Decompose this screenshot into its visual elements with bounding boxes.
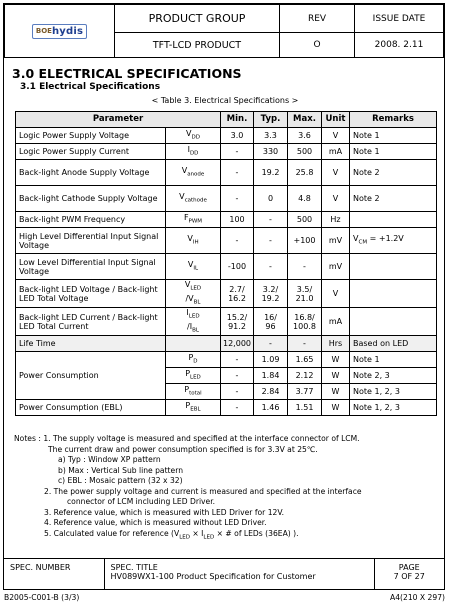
table-caption: < Table 3. Electrical Specifications > xyxy=(151,96,299,105)
remark-cell: Based on LED xyxy=(350,336,437,352)
remark-cell: $V_{CM} = +1.2V$ xyxy=(350,228,437,254)
typ-cell: 1.84 xyxy=(254,368,288,384)
note-2-detail: connector of LCM including LED Driver. xyxy=(67,497,216,506)
spec-title: HV089WX1-100 Product Specification for Customer xyxy=(110,572,316,581)
typ-cell: 2.84 xyxy=(254,384,288,400)
table-row xyxy=(16,254,437,280)
issue-date-value: 2008. 2.11 xyxy=(355,33,444,58)
symbol-cell: $V_{anode}$ xyxy=(166,160,221,186)
table-row xyxy=(16,212,437,228)
max-cell: 3.5/ 21.0 xyxy=(288,280,322,308)
unit-cell: W xyxy=(322,400,350,416)
table-row xyxy=(16,352,437,368)
symbol-cell: $V_{IH}$ xyxy=(166,228,221,254)
document-footer xyxy=(4,558,444,590)
header-remarks: Remarks xyxy=(350,112,437,128)
max-cell: 1.65 xyxy=(288,352,322,368)
parameter-cell: Back-light LED Voltage / Back-light LED Total Voltage xyxy=(16,280,166,308)
max-cell: 3.6 xyxy=(288,128,322,144)
note-1-b: b) Max : Vertical Sub line pattern xyxy=(58,465,184,475)
typ-cell: 3.2/ 19.2 xyxy=(254,280,288,308)
page-cell xyxy=(374,559,444,590)
symbol-cell: $I_{DD}$ xyxy=(166,144,221,160)
page-number: 7 OF 27 xyxy=(393,572,425,581)
min-cell: - xyxy=(221,160,254,186)
table-row xyxy=(16,144,437,160)
rev-label: REV xyxy=(280,5,355,33)
min-cell: 15.2/ 91.2 xyxy=(221,308,254,336)
min-cell: - xyxy=(221,352,254,368)
symbol-cell: $P_D$ xyxy=(166,352,221,368)
unit-cell: V xyxy=(322,280,350,308)
symbol-cell: $P_{total}$ xyxy=(166,384,221,400)
table-row xyxy=(16,336,437,352)
max-cell: 2.12 xyxy=(288,368,322,384)
typ-cell: - xyxy=(254,212,288,228)
table-row xyxy=(16,228,437,254)
remark-cell xyxy=(350,308,437,336)
header-max: Max. xyxy=(288,112,322,128)
header-parameter: Parameter xyxy=(16,112,221,128)
min-cell: -100 xyxy=(221,254,254,280)
note-1-c: c) EBL : Mosaic pattern (32 x 32) xyxy=(58,476,183,485)
notes xyxy=(14,434,362,543)
product-group-label: PRODUCT GROUP xyxy=(115,5,280,33)
power-consumption-label: Power Consumption xyxy=(16,352,166,400)
symbol-cell: $P_{EBL}$ xyxy=(166,400,221,416)
parameter-cell: Logic Power Supply Voltage xyxy=(16,128,166,144)
typ-cell: - xyxy=(254,336,288,352)
issue-date-label: ISSUE DATE xyxy=(355,5,444,33)
note-4: 4. Reference value, which is measured without LED Driver. xyxy=(44,518,267,527)
company-logo: BOE hydis xyxy=(32,24,87,39)
table-header-row xyxy=(16,112,437,128)
typ-cell: 3.3 xyxy=(254,128,288,144)
max-cell: 1.51 xyxy=(288,400,322,416)
parameter-cell: Back-light Anode Supply Voltage xyxy=(16,160,166,186)
section-title: 3.0 ELECTRICAL SPECIFICATIONS xyxy=(12,66,242,81)
remark-cell xyxy=(350,254,437,280)
remark-cell xyxy=(350,212,437,228)
typ-cell: - xyxy=(254,254,288,280)
symbol-cell: $V_{IL}$ xyxy=(166,254,221,280)
min-cell: - xyxy=(221,186,254,212)
note-5: 5. Calculated value for reference ($V_{LED} \times I_{LED}$ × # of LEDs (36EA) ). xyxy=(44,528,299,541)
page-label: PAGE xyxy=(398,563,420,572)
parameter-cell: Logic Power Supply Current xyxy=(16,144,166,160)
typ-cell: 0 xyxy=(254,186,288,212)
max-cell: 500 xyxy=(288,212,322,228)
document-header xyxy=(4,4,444,58)
product-name: TFT-LCD PRODUCT xyxy=(115,33,280,58)
unit-cell: W xyxy=(322,384,350,400)
paper-size: A4(210 X 297) xyxy=(390,593,445,602)
min-cell: 3.0 xyxy=(221,128,254,144)
min-cell: - xyxy=(221,384,254,400)
table-row xyxy=(16,280,437,308)
min-cell: - xyxy=(221,400,254,416)
symbol-cell: $F_{PWM}$ xyxy=(166,212,221,228)
remark-cell: Note 2 xyxy=(350,186,437,212)
subsection-title: 3.1 Electrical Specifications xyxy=(20,82,161,92)
note-2: 2. The power supply voltage and current is measured and specified at the interface xyxy=(44,486,362,496)
note-1-a: a) Typ : Window XP pattern xyxy=(58,455,161,464)
max-cell: - xyxy=(288,254,322,280)
table-row xyxy=(16,308,437,336)
max-cell: 4.8 xyxy=(288,186,322,212)
header-typ: Typ. xyxy=(254,112,288,128)
unit-cell: Hz xyxy=(322,212,350,228)
symbol-cell: $P_{LED}$ xyxy=(166,368,221,384)
max-cell: 500 xyxy=(288,144,322,160)
note-1-detail: The current draw and power consumption specified is for 3.3V at 25℃. xyxy=(48,444,318,454)
symbol-cell: $V_{LED}$ $/V_{BL}$ xyxy=(166,280,221,308)
symbol-cell xyxy=(166,336,221,352)
table-row xyxy=(16,400,437,416)
table-row xyxy=(16,160,437,186)
unit-cell: mV xyxy=(322,254,350,280)
unit-cell: V xyxy=(322,160,350,186)
typ-cell: 330 xyxy=(254,144,288,160)
remark-cell: Note 1 xyxy=(350,144,437,160)
typ-cell: 16/ 96 xyxy=(254,308,288,336)
remark-cell: Note 1, 2, 3 xyxy=(350,400,437,416)
parameter-cell: Low Level Differential Input Signal Voltage xyxy=(16,254,166,280)
max-cell: +100 xyxy=(288,228,322,254)
unit-cell: mA xyxy=(322,144,350,160)
max-cell: 16.8/ 100.8 xyxy=(288,308,322,336)
spec-title-cell xyxy=(104,559,374,590)
typ-cell: 19.2 xyxy=(254,160,288,186)
unit-cell: V xyxy=(322,128,350,144)
table-row xyxy=(16,186,437,212)
max-cell: - xyxy=(288,336,322,352)
document-frame xyxy=(3,3,445,590)
min-cell: - xyxy=(221,144,254,160)
spec-title-label: SPEC. TITLE xyxy=(110,563,158,572)
parameter-cell: Power Consumption (EBL) xyxy=(16,400,166,416)
form-number: B2005-C001-B (3/3) xyxy=(4,593,80,602)
parameter-cell: Back-light Cathode Supply Voltage xyxy=(16,186,166,212)
rev-value: O xyxy=(280,33,355,58)
parameter-cell: Life Time xyxy=(16,336,166,352)
electrical-spec-table xyxy=(15,111,437,416)
typ-cell: 1.09 xyxy=(254,352,288,368)
symbol-cell: $V_{DD}$ xyxy=(166,128,221,144)
symbol-cell: $V_{cathode}$ xyxy=(166,186,221,212)
note-3: 3. Reference value, which is measured with LED Driver for 12V. xyxy=(44,507,284,517)
remark-cell: Note 2 xyxy=(350,160,437,186)
unit-cell: W xyxy=(322,352,350,368)
min-cell: - xyxy=(221,228,254,254)
min-cell: 12,000 xyxy=(221,336,254,352)
remark-cell: Note 2, 3 xyxy=(350,368,437,384)
unit-cell: mV xyxy=(322,228,350,254)
symbol-cell: $I_{LED}$ $/I_{BL}$ xyxy=(166,308,221,336)
parameter-cell: Back-light PWM Frequency xyxy=(16,212,166,228)
remark-cell: Note 1 xyxy=(350,128,437,144)
min-cell: 2.7/ 16.2 xyxy=(221,280,254,308)
parameter-cell: High Level Differential Input Signal Voltage xyxy=(16,228,166,254)
unit-cell: V xyxy=(322,186,350,212)
typ-cell: 1.46 xyxy=(254,400,288,416)
unit-cell: W xyxy=(322,368,350,384)
min-cell: - xyxy=(221,368,254,384)
remark-cell xyxy=(350,280,437,308)
note-1: Notes : 1. The supply voltage is measured and specified at the interface connector of LCM. xyxy=(14,434,360,443)
unit-cell: mA xyxy=(322,308,350,336)
max-cell: 3.77 xyxy=(288,384,322,400)
logo xyxy=(5,5,115,58)
unit-cell: Hrs xyxy=(322,336,350,352)
table-row xyxy=(16,128,437,144)
min-cell: 100 xyxy=(221,212,254,228)
spec-number-label: SPEC. NUMBER xyxy=(4,559,104,590)
max-cell: 25.8 xyxy=(288,160,322,186)
header-unit: Unit xyxy=(322,112,350,128)
header-min: Min. xyxy=(221,112,254,128)
parameter-cell: Back-light LED Current / Back-light LED Total Current xyxy=(16,308,166,336)
remark-cell: Note 1 xyxy=(350,352,437,368)
remark-cell: Note 1, 2, 3 xyxy=(350,384,437,400)
typ-cell: - xyxy=(254,228,288,254)
